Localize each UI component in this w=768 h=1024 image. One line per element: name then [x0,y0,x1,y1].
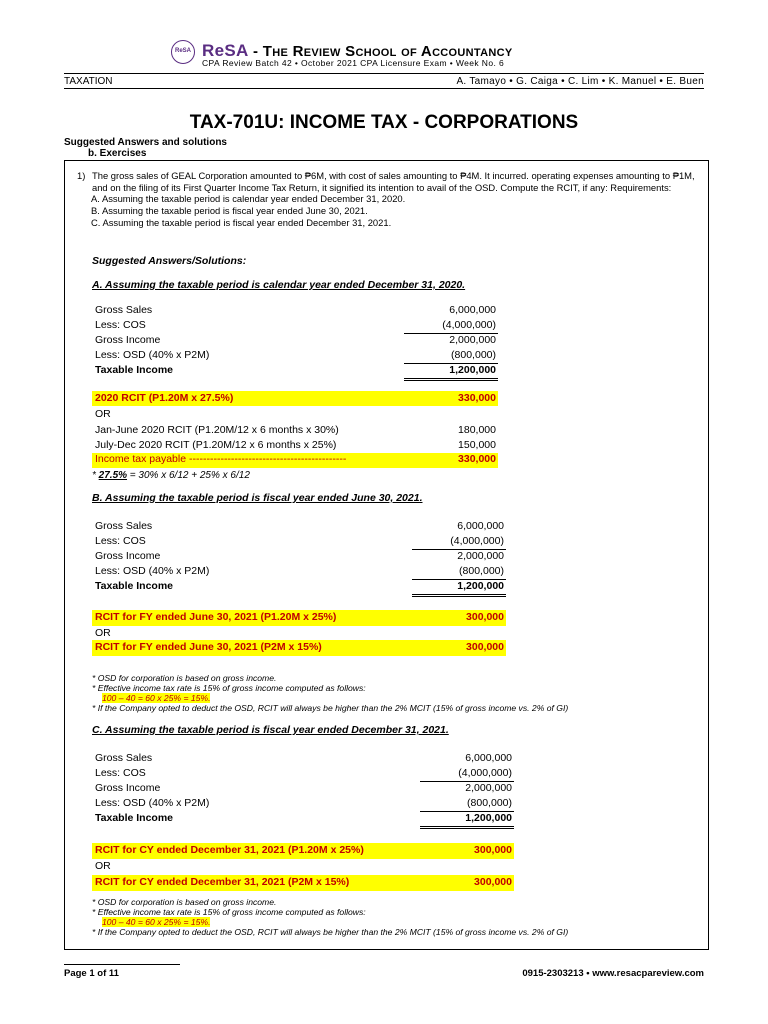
a-double-rule [404,378,498,381]
header-rule-bottom [64,88,704,89]
contact-info: 0915-2303213 • www.resacpareview.com [522,968,704,979]
c-rcit2-label: RCIT for CY ended December 31, 2021 (P2M x 15%) [95,876,350,888]
c-rcit2-amount: 300,000 [474,876,512,888]
c-gross-sales-amount: 6,000,000 [465,752,512,764]
a-taxable-amount: 1,200,000 [449,364,496,376]
a-gross-income-amount: 2,000,000 [449,334,496,346]
section-b-heading: B. Assuming the taxable period is fiscal year ended June 30, 2021. [92,492,423,504]
a-jul-label: July-Dec 2020 RCIT (P1.20M/12 x 6 months x 25%) [95,439,337,451]
c-osd-label: Less: OSD (40% x P2M) [95,797,210,809]
a-note-rest: = 30% x 6/12 + 25% x 6/12 [127,470,250,481]
a-payable-label: Income tax payable --------------------------------------------- [95,453,347,465]
b-gross-sales-label: Gross Sales [95,520,153,532]
b-note-3 [102,693,210,703]
suggested-label: Suggested Answers and solutions [64,137,227,148]
question-text: The gross sales of GEAL Corporation amounted to ₱6M, with cost of sales amounting to ₱4M. It incurred. operating expenses amounting to ₱1M, and on the filing of its First Quarter Income Tax Return, it signified its intention to avail of the OSD. Compute the RCIT, if any: Requirements: [92,170,695,193]
c-note-2: * Effective income tax rate is 15% of gross income computed as follows: [92,907,366,917]
c-gross-income-label: Gross Income [95,782,161,794]
c-note-3-text: 100 – 40 = 60 x 25% = 15%. [102,917,211,927]
a-taxable-label: Taxable Income [95,364,174,376]
a-or: OR [95,408,111,420]
c-note-3 [102,917,210,927]
question-1 [77,170,697,229]
question-number: 1) [77,170,86,181]
b-osd-label: Less: OSD (40% x P2M) [95,565,210,577]
b-note-3-text: 100 – 40 = 60 x 25% = 15%. [102,693,211,703]
a-osd-amount: (800,000) [451,349,496,361]
a-gross-income-label: Gross Income [95,334,161,346]
c-taxable-amount: 1,200,000 [465,812,512,824]
b-rcit1-amount: 300,000 [466,611,504,623]
c-gross-sales-label: Gross Sales [95,752,153,764]
b-taxable-label: Taxable Income [95,580,174,592]
a-gross-sales-amount: 6,000,000 [449,304,496,316]
c-taxable-label: Taxable Income [95,812,174,824]
authors: A. Tamayo • G. Caiga • C. Lim • K. Manuel • E. Buen [456,76,704,87]
b-gross-income-amount: 2,000,000 [457,550,504,562]
footer-rule [64,964,180,965]
brand-subline: CPA Review Batch 42 • October 2021 CPA Licensure Exam • Week No. 6 [202,58,505,68]
resa-logo: ReSA [171,40,195,64]
brand-resa: ReSA [202,41,249,60]
b-rcit1-label: RCIT for FY ended June 30, 2021 (P1.20M x 25%) [95,611,337,623]
c-rcit1-amount: 300,000 [474,844,512,856]
a-gross-sales-label: Gross Sales [95,304,153,316]
b-rcit2-amount: 300,000 [466,641,504,653]
exercises-label: b. Exercises [88,148,147,159]
section-c-heading: C. Assuming the taxable period is fiscal year ended December 31, 2021. [92,724,449,736]
c-note-4: * If the Company opted to deduct the OSD, RCIT will always be higher than the 2% MCIT (15% of gross income vs. 2% of GI) [92,927,569,937]
a-note [92,470,250,481]
requirement-b: B. Assuming the taxable period is fiscal year ended June 30, 2021. [91,205,368,217]
requirement-a: A. Assuming the taxable period is calendar year ended December 31, 2020. [91,193,406,205]
a-jul-amount: 150,000 [458,439,496,451]
b-gross-income-label: Gross Income [95,550,161,562]
a-cos-amount: (4,000,000) [442,319,496,331]
b-or: OR [95,627,111,639]
subject-label: TAXATION [64,76,113,87]
a-jan-label: Jan-June 2020 RCIT (P1.20M/12 x 6 months x 30%) [95,424,339,436]
solutions-heading: Suggested Answers/Solutions: [92,255,247,267]
c-osd-amount: (800,000) [467,797,512,809]
c-double-rule [420,826,514,829]
a-note-star: * [92,470,99,481]
b-note-4: * If the Company opted to deduct the OSD, RCIT will always be higher than the 2% MCIT (15% of gross income vs. 2% of GI) [92,703,569,713]
b-gross-sales-amount: 6,000,000 [457,520,504,532]
a-cos-label: Less: COS [95,319,146,331]
b-rcit2-label: RCIT for FY ended June 30, 2021 (P2M x 15%) [95,641,322,653]
b-note-2: * Effective income tax rate is 15% of gross income computed as follows: [92,683,366,693]
section-a-heading: A. Assuming the taxable period is calendar year ended December 31, 2020. [92,279,466,291]
a-rcit-label: 2020 RCIT (P1.20M x 27.5%) [95,392,234,404]
requirement-c: C. Assuming the taxable period is fiscal year ended December 31, 2021. [91,216,392,228]
b-osd-amount: (800,000) [459,565,504,577]
b-taxable-amount: 1,200,000 [457,580,504,592]
c-or: OR [95,860,111,872]
c-rcit1-label: RCIT for CY ended December 31, 2021 (P1.20M x 25%) [95,844,364,856]
a-jan-amount: 180,000 [458,424,496,436]
page-number: Page 1 of 11 [64,968,119,979]
page-title: TAX-701U: INCOME TAX - CORPORATIONS [189,112,579,133]
b-double-rule [412,594,506,597]
b-cos-amount: (4,000,000) [450,535,504,547]
c-gross-income-amount: 2,000,000 [465,782,512,794]
c-note-1: * OSD for corporation is based on gross income. [92,897,277,907]
a-rcit-amount: 330,000 [458,392,496,404]
a-payable-amount: 330,000 [458,453,496,465]
c-cos-label: Less: COS [95,767,146,779]
c-cos-amount: (4,000,000) [458,767,512,779]
a-note-rate: 27.5% [98,470,128,481]
brand-rest: - The Review School of Accountancy [248,43,513,60]
a-osd-label: Less: OSD (40% x P2M) [95,349,210,361]
header-rule-top [64,73,704,74]
b-note-1: * OSD for corporation is based on gross income. [92,673,277,683]
b-cos-label: Less: COS [95,535,146,547]
